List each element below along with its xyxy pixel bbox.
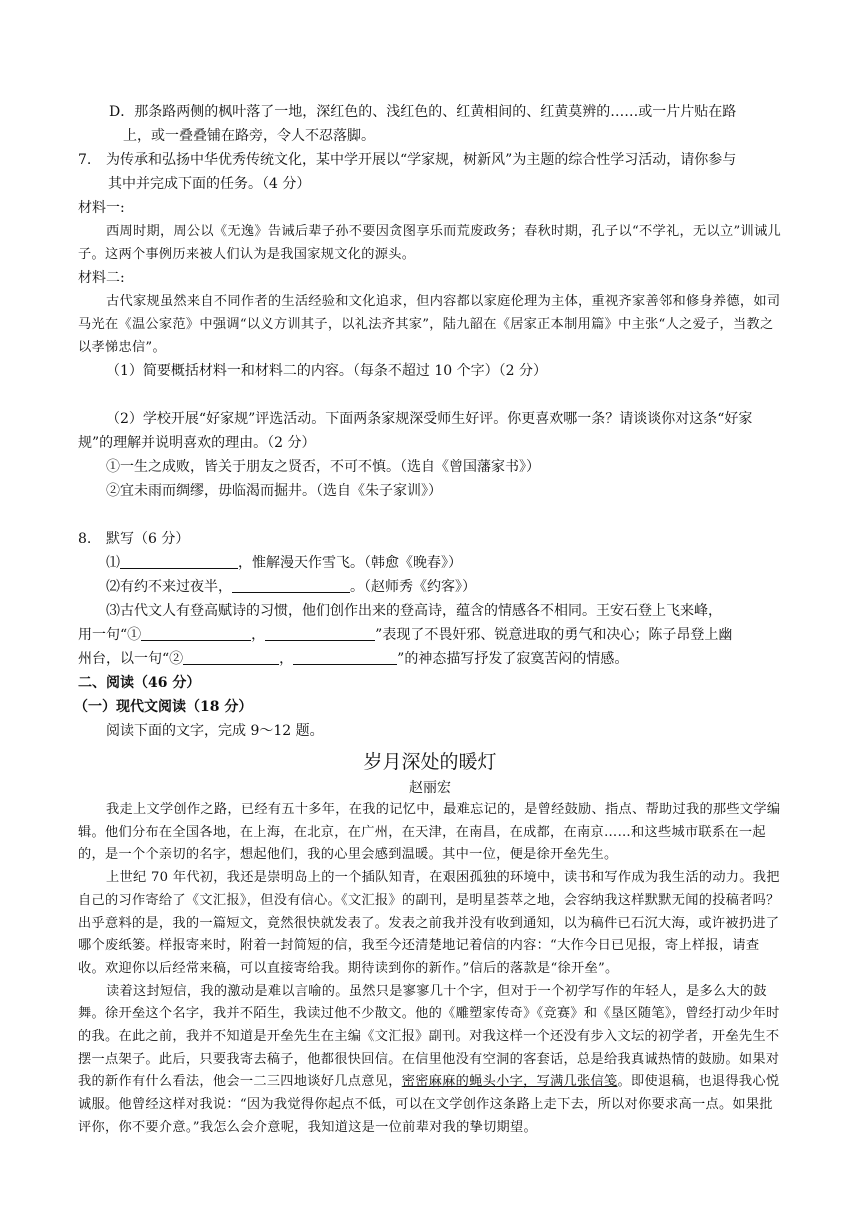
article-p3-b: 。即使退稿，也退得我心悦诚服。他曾经这样对我说：“因为我觉得你起点不低，可以在文学创作这条路上走下去，所以对你要求高一点。如果批评你，你不要介意。”我怎么会介意呢，我知道这是一位前辈对我的挚切期望。 — [78, 1074, 780, 1135]
q8-line1-num: ⑴ — [106, 555, 120, 571]
q7-stem — [78, 148, 782, 196]
exam-page — [74, 100, 782, 1140]
article-p3-a: 读着这封短信，我的激动是难以言喻的。虽然只是寥寥几十个字，但对于一个初学写作的年轻人，是多么大的鼓舞。徐开垒这个名字，我并不陌生，我读过他不少散文。他的《雕塑家传奇》《竞赛》和《垦区随笔》，曾经打动少年时的我。在此之前，我并不知道是开垒先生在主编《文汇报》副刊。对我这样一个还没有步入文坛的初学者，开垒先生不摆一点架子。此后，只要我寄去稿子，他都很快回信。在信里他没有空洞的客套话，总是给我真诚热情的鼓励。如果对我的新作有什么看法，他会一二三四地谈好几点意见， — [78, 983, 780, 1090]
q8-line2-text: ⑵有约不来过夜半， — [106, 579, 232, 595]
q8-number: 8. — [78, 531, 92, 547]
q8-comma: ， — [251, 627, 266, 643]
q8-line3-a: 用一句“① — [78, 627, 142, 643]
q8-line3 — [78, 599, 782, 623]
q6-option-d-line1: D．那条路两侧的枫叶落了一地，深红色的、浅红色的、红黄相间的、红黄莫辨的……或一片片贴在路 — [109, 104, 737, 120]
q7-sub2-line2: “好家规”的理解并说明喜欢的理由。（2 分） — [78, 411, 753, 451]
answer-space — [78, 503, 782, 525]
q8-line2-tail: 。（赵师秀《约客》） — [350, 579, 476, 595]
fill-blank[interactable] — [232, 578, 350, 593]
q8-title-text: 默写（6 分） — [106, 531, 190, 547]
q8-line1 — [78, 551, 782, 575]
q8-title — [78, 527, 782, 551]
q7-sub1: （1）简要概括材料一和材料二的内容。（每条不超过 10 个字）（2 分） — [106, 363, 547, 379]
q7-number: 7. — [78, 152, 92, 168]
q8-line3-c: ”表现了不畏奸邪、锐意进取的勇气和决心；陈子昂登上幽 — [375, 627, 733, 643]
q8-line3-cont — [78, 623, 782, 647]
section2-subtitle: （一）现代文阅读（18 分） — [74, 699, 253, 715]
article-paragraph-3 — [78, 981, 782, 1140]
article-paragraph-1: 我走上文学创作之路，已经有五十多年，在我的记忆中，最难忘记的，是曾经鼓励、指点、帮助过我的那些文学编辑。他们分布在全国各地，在上海，在北京，在广州，在天津，在南昌，在成都，在南京……和这些城市联系在一起的，是一个个亲切的名字，想起他们，我的心里会感到温暖。其中一位，便是徐开垒先生。 — [78, 802, 781, 863]
q6-option-d — [78, 100, 782, 148]
q7-stem-line1: 为传承和弘扬中华优秀传统文化，某中学开展以“学家规，树新风”为主题的综合性学习活动，请你参与 — [106, 152, 737, 168]
article-author: 赵丽宏 — [409, 780, 451, 796]
q8-line1-text: ，惟解漫天作雪飞。（韩愈《晚春》） — [238, 555, 462, 571]
article-paragraph-2: 上世纪 70 年代初，我还是崇明岛上的一个插队知青，在艰困孤独的环境中，读书和写作成为我生活的动力。我把自己的习作寄给了《文汇报》，但没有信心。《文汇报》的副刊，是明星荟萃之地，会容纳我这样默默无闻的投稿者吗？出乎意料的是，我的一篇短文，竟然很快就发表了。发表之前我并没有收到通知，以为稿件已石沉大海，或许被扔进了哪个废纸篓。样报寄来时，附着一封简短的信，我至今还清楚地记着信的内容：“大作今日已见报，寄上样报，请查收。欢迎你以后经常来稿，可以直接寄给我。期待读到你的新作。”信后的落款是“徐开垒”。 — [78, 870, 780, 976]
material1-text: 西周时期，周公以《无逸》告诫后辈子孙不要因贪图享乐而荒废政务；春秋时期，孔子以“不学礼，无以立”训诫儿子。这两个事例历来被人们认为是我国家规文化的源头。 — [78, 224, 781, 262]
section2-title: 二、阅读（46 分） — [78, 675, 201, 691]
underlined-phrase: 密密麻麻的蝇头小字，写满几张信笺 — [401, 1074, 618, 1090]
q8-line3-e: ”的神态描写抒发了寂寞苦闷的情感。 — [397, 651, 629, 667]
fill-blank[interactable] — [265, 626, 375, 641]
fill-blank[interactable] — [293, 650, 397, 665]
q8-line3-text: ⑶古代文人有登高赋诗的习惯，他们创作出来的登高诗，蕴含的情感各不相同。王安石登上飞来峰， — [106, 603, 722, 619]
q8-line2 — [78, 575, 782, 599]
q8-line3-d: 州台，以一句“② — [78, 651, 184, 667]
fill-blank[interactable] — [141, 626, 251, 641]
q8-line3-end — [78, 647, 782, 671]
article-title: 岁月深处的暖灯 — [363, 751, 497, 773]
q8-comma: ， — [279, 651, 294, 667]
family-rule-1: ①一生之成败，皆关于朋友之贤否，不可不慎。（选自《曾国藩家书》） — [106, 459, 540, 475]
q6-option-d-line2: 上，或一叠叠铺在路旁，令人不忍落脚。 — [123, 128, 375, 144]
q7-sub2-line1: （2）学校开展“好家规”评选活动。下面两条家规深受师生好评。你更喜欢哪一条？请谈谈你对这条 — [106, 411, 718, 427]
material2-label: 材料二: — [78, 270, 125, 286]
reading-instruction: 阅读下面的文字，完成 9～12 题。 — [106, 723, 324, 739]
fill-blank[interactable] — [183, 650, 279, 665]
fill-blank[interactable] — [120, 554, 238, 569]
answer-space — [78, 383, 782, 405]
material1-label: 材料一: — [78, 200, 125, 216]
q7-sub2 — [78, 407, 782, 455]
family-rule-2: ②宜未雨而绸缪，毋临渴而掘井。（选自《朱子家训》） — [106, 483, 442, 499]
q7-stem-line2: 其中并完成下面的任务。（4 分） — [108, 176, 311, 192]
material2-text: 古代家规虽然来自不同作者的生活经验和文化追求，但内容都以家庭伦理为主体，重视齐家善邻和修身养德，如司马光在《温公家范》中强调“以义方训其子，以礼法齐其家”，陆九韶在《居家正本制用篇》中主张“人之爱子，当教之以孝悌忠信”。 — [78, 294, 781, 355]
